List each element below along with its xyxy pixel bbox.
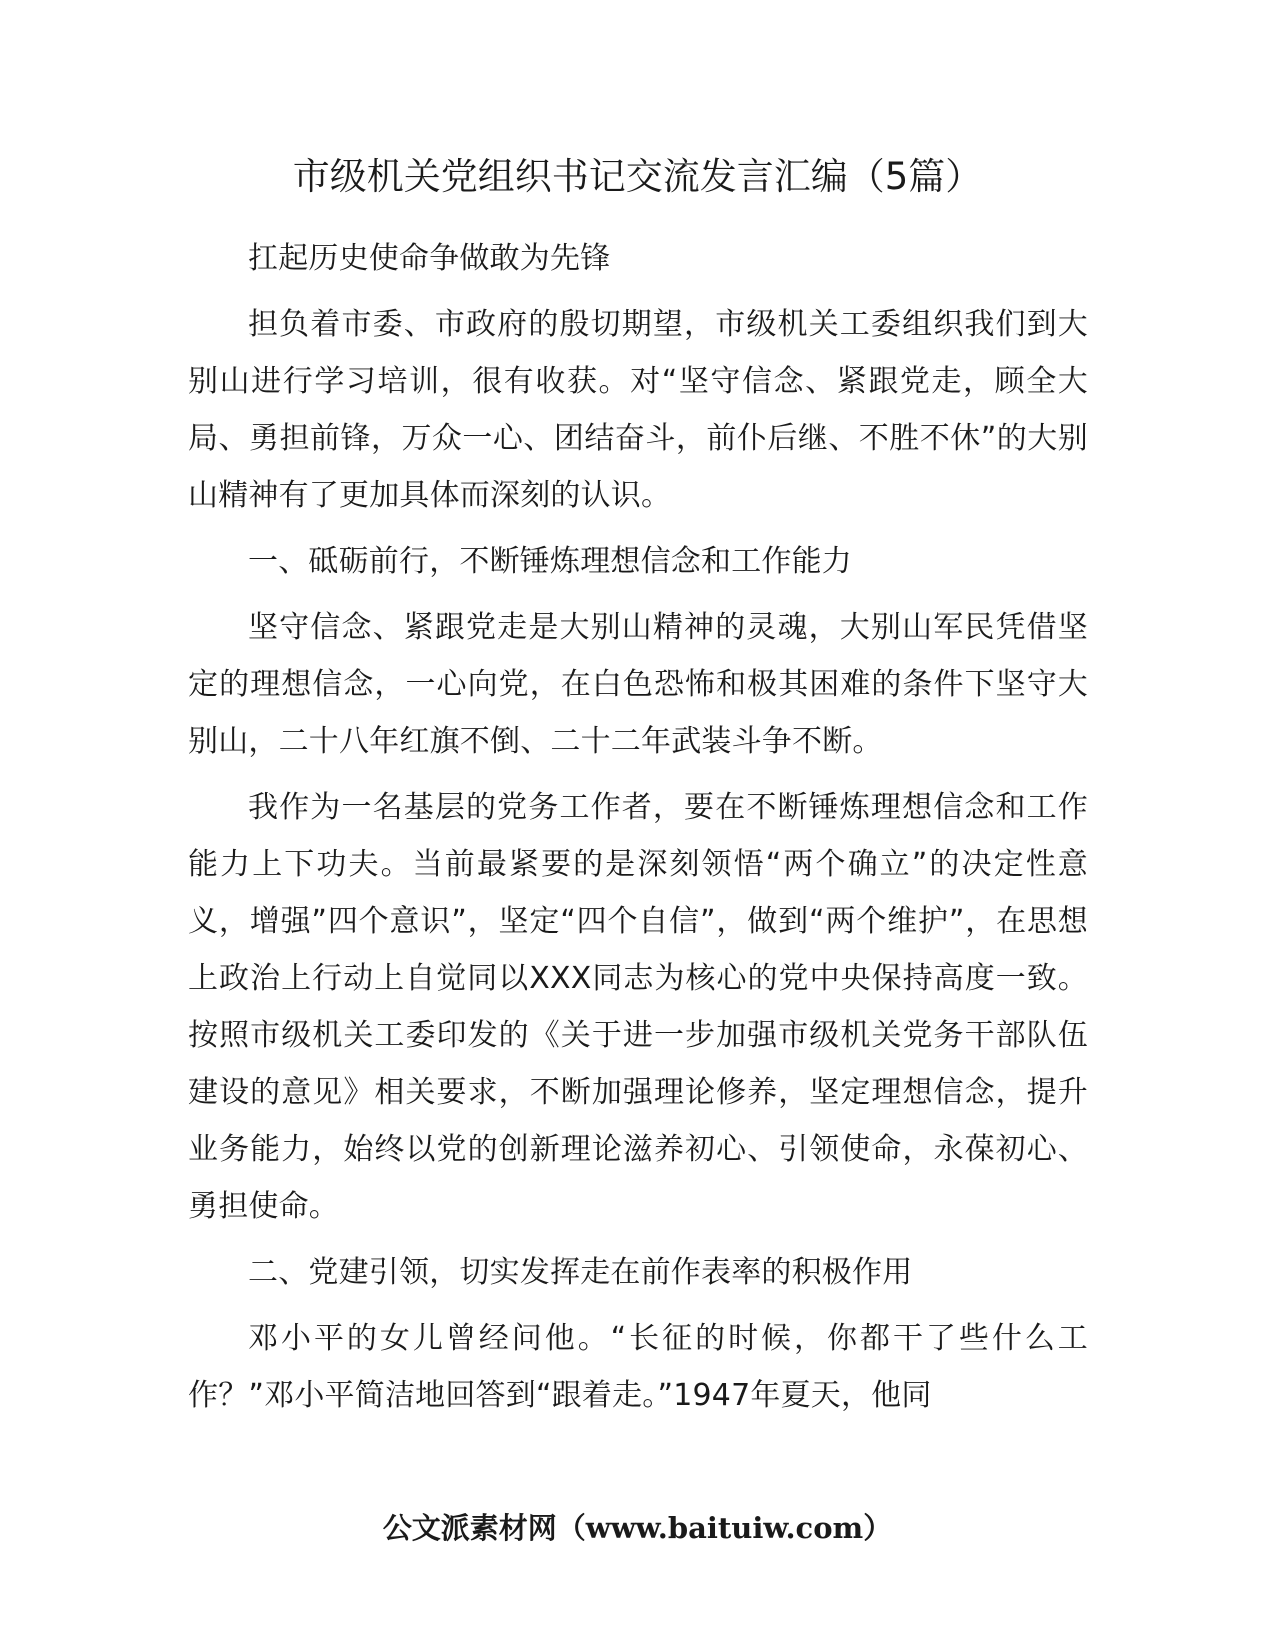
body-paragraph: 邓小平的女儿曾经问他。“长征的时候，你都干了些什么工作？”邓小平简洁地回答到“跟着走。”1947年夏天，他同 — [188, 1321, 1088, 1413]
section-heading-2: 二、党建引领，切实发挥走在前作表率的积极作用 — [248, 1255, 913, 1290]
subtitle-paragraph: 扛起历史使命争做敢为先锋 — [248, 241, 611, 276]
body-paragraph: 我作为一名基层的党务工作者，要在不断锤炼理想信念和工作能力上下功夫。当前最紧要的是深刻领悟“两个确立”的决定性意义，增强”四个意识”，坚定“四个自信”，做到“两个维护”，在思想上政治上行动上自觉同以XXX同志为核心的党中央保持高度一致。按照市级机关工委印发的《关于进一步加强市级机关党务干部队伍建设的意见》相关要求，不断加强理论修养，坚定理想信念，提升业务能力，始终以党的创新理论滋养初心、引领使命，永葆初心、勇担使命。 — [188, 790, 1088, 1224]
document-body — [188, 230, 1088, 1433]
body-paragraph: 担负着市委、市政府的殷切期望，市级机关工委组织我们到大别山进行学习培训，很有收获。对“坚守信念、紧跟党走，顾全大局、勇担前锋，万众一心、团结奋斗，前仆后继、不胜不休”的大别山精神有了更加具体而深刻的认识。 — [188, 307, 1088, 513]
footer-watermark: 公文派素材网（www.baituiw.com） — [382, 1511, 893, 1545]
document-title: 市级机关党组织书记交流发言汇编（5篇） — [292, 155, 983, 198]
body-paragraph: 坚守信念、紧跟党走是大别山精神的灵魂，大别山军民凭借坚定的理想信念，一心向党，在白色恐怖和极其困难的条件下坚守大别山，二十八年红旗不倒、二十二年武装斗争不断。 — [188, 610, 1088, 759]
section-heading-1: 一、砥砺前行，不断锤炼理想信念和工作能力 — [248, 544, 852, 579]
